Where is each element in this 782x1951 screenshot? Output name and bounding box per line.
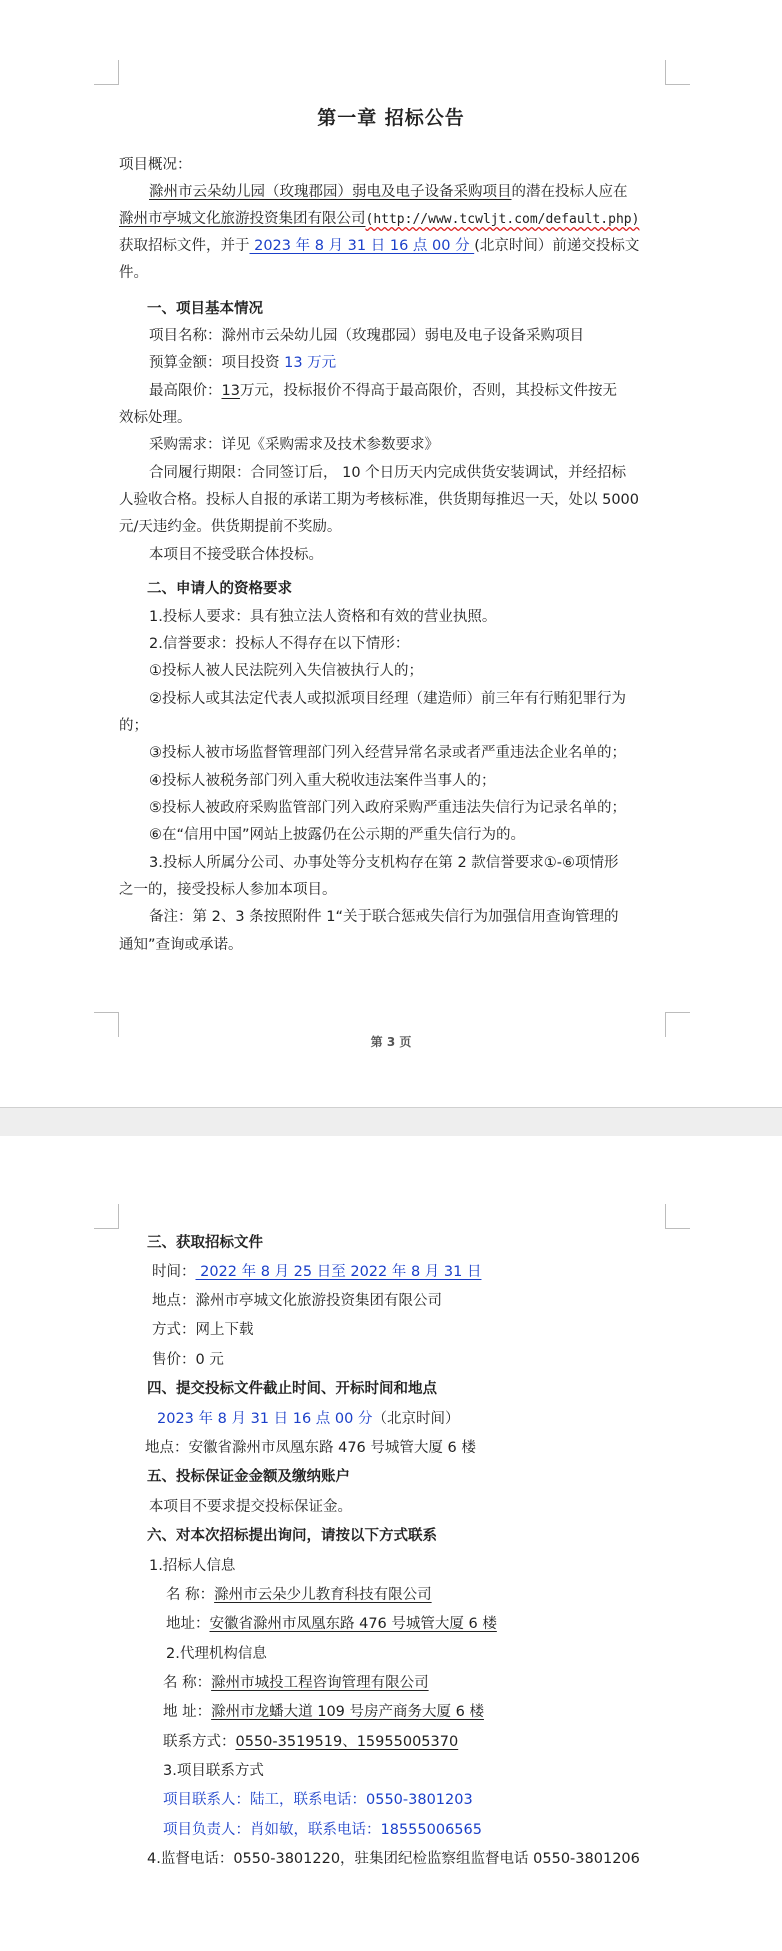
max-price-row xyxy=(149,381,617,401)
project-contact-person: 项目联系人：陆工，联系电话：0550-3801203 xyxy=(163,1792,473,1808)
period-row-2: 人验收合格。投标人自报的承诺工期为考核标准，供货期每推迟一天，处以 5000 xyxy=(119,492,640,508)
condition-1: ①投标人被人民法院列入失信被执行人的； xyxy=(149,663,423,679)
intro-line-3 xyxy=(119,236,639,256)
section-2-heading: 二、申请人的资格要求 xyxy=(147,580,292,597)
condition-3: ③投标人被市场监督管理部门列入经营异常名录或者严重违法企业名单的； xyxy=(149,745,626,761)
agency-info-label: 2.代理机构信息 xyxy=(166,1646,267,1662)
company-url: (http://www.tcwljt.com/default.php) xyxy=(365,212,640,227)
agency-address-label: 地 址： xyxy=(163,1704,212,1720)
get-docs-place: 地点：滁州市亭城文化旅游投资集团有限公司 xyxy=(152,1293,442,1309)
intro-text: 获取招标文件，并于 xyxy=(119,238,250,254)
intro-text: 的潜在投标人应在 xyxy=(511,184,628,200)
max-price-text: 万元，投标报价不得高于最高限价，否则，其投标文件按无 xyxy=(239,383,617,399)
tenderer-address-label: 地址： xyxy=(166,1616,210,1632)
note-row: 备注：第 2、3 条按照附件 1“关于联合惩戒失信行为加强信用查询管理的 xyxy=(149,909,619,925)
page-corner-mark xyxy=(94,1204,119,1229)
project-name-row: 项目名称：滁州市云朵幼儿园（玫瑰郡园）弱电及电子设备采购项目 xyxy=(149,328,584,344)
submission-deadline: 2023 年 8 月 31 日 16 点 00 分 xyxy=(249,238,475,254)
chapter-title: 第一章 招标公告 xyxy=(317,107,465,129)
section-3-heading: 三、获取招标文件 xyxy=(147,1234,263,1251)
page-separator xyxy=(0,1107,782,1137)
intro-line-1 xyxy=(149,182,628,202)
note-row-2: 通知”查询或承诺。 xyxy=(119,937,243,953)
max-price-label: 最高限价： xyxy=(149,383,222,399)
page-corner-mark xyxy=(94,60,119,85)
get-docs-price: 售价：0 元 xyxy=(152,1352,224,1368)
period-row: 合同履行期限：合同签订后， 10 个日历天内完成供货安装调试，并经招标 xyxy=(149,465,627,481)
tenderer-name-label: 名 称： xyxy=(166,1587,215,1603)
supervision-tel: 4.监督电话：0550-3801220，驻集团纪检监察组监督电话 0550-3801206 xyxy=(147,1851,640,1867)
condition-5: ⑤投标人被政府采购监管部门列入政府采购严重违法失信行为记录名单的； xyxy=(149,800,626,816)
demand-row: 采购需求：详见《采购需求及技术参数要求》 xyxy=(149,437,439,453)
max-price-value: 13 xyxy=(221,383,240,399)
agency-tel-label: 联系方式： xyxy=(163,1734,236,1750)
project-contact-label: 3.项目联系方式 xyxy=(163,1763,264,1779)
tenderer-address: 安徽省滁州市凤凰东路 476 号城管大厦 6 楼 xyxy=(209,1616,497,1632)
intro-line-4: 件。 xyxy=(119,265,148,281)
agency-name-label: 名 称： xyxy=(163,1675,212,1691)
agency-tel: 0550-3519519、15955005370 xyxy=(235,1734,459,1750)
section-5-heading: 五、投标保证金金额及缴纳账户 xyxy=(147,1468,350,1485)
tenderer-name-row xyxy=(166,1585,432,1605)
get-docs-time-label: 时间： xyxy=(152,1264,196,1280)
section-1-heading: 一、项目基本情况 xyxy=(147,300,263,317)
agency-name-row xyxy=(163,1673,429,1693)
qualification-3-cont: 之一的，接受投标人参加本项目。 xyxy=(119,882,337,898)
section-4-heading: 四、提交投标文件截止时间、开标时间和地点 xyxy=(147,1380,437,1397)
get-docs-time-row xyxy=(152,1262,481,1282)
deadline-row xyxy=(157,1409,459,1429)
qualification-2: 2.信誉要求：投标人不得存在以下情形： xyxy=(149,636,410,652)
opening-place: 地点：安徽省滁州市凤凰东路 476 号城管大厦 6 楼 xyxy=(145,1440,476,1456)
budget-label: 预算金额：项目投资 xyxy=(149,355,285,371)
section-6-heading: 六、对本次招标提出询问，请按以下方式联系 xyxy=(147,1527,437,1544)
condition-2: ②投标人或其法定代表人或拟派项目经理（建造师）前三年有行贿犯罪行为 xyxy=(149,691,626,707)
max-price-row-2: 效标处理。 xyxy=(119,410,192,426)
company-name: 滁州市亭城文化旅游投资集团有限公司 xyxy=(119,211,366,227)
condition-4: ④投标人被税务部门列入重大税收违法案件当事人的； xyxy=(149,773,496,789)
get-docs-time-value: 2022 年 8 月 25 日至 2022 年 8 月 31 日 xyxy=(195,1264,482,1280)
qualification-3: 3.投标人所属分公司、办事处等分支机构存在第 2 款信誉要求①-⑥项情形 xyxy=(149,855,619,871)
intro-line-2 xyxy=(119,209,639,230)
project-name-link: 滁州市云朵幼儿园（玫瑰郡园）弱电及电子设备采购项目 xyxy=(149,184,512,200)
tenderer-address-row xyxy=(166,1614,497,1634)
deposit-text: 本项目不要求提交投标保证金。 xyxy=(149,1499,352,1515)
tenderer-name: 滁州市云朵少儿教育科技有限公司 xyxy=(214,1587,432,1603)
get-docs-method: 方式：网上下载 xyxy=(152,1322,254,1338)
page-corner-mark xyxy=(665,60,690,85)
tenderer-info-label: 1.招标人信息 xyxy=(149,1558,236,1574)
condition-6: ⑥在“信用中国”网站上披露仍在公示期的严重失信行为的。 xyxy=(149,827,526,843)
budget-row xyxy=(149,353,336,373)
project-leader: 项目负责人：肖如敏，联系电话：18555006565 xyxy=(163,1822,482,1838)
agency-address: 滁州市龙蟠大道 109 号房产商务大厦 6 楼 xyxy=(211,1704,484,1720)
agency-tel-row xyxy=(163,1732,458,1752)
overview-label: 项目概况： xyxy=(119,157,192,173)
intro-text: (北京时间）前递交投标文 xyxy=(474,238,640,254)
condition-2-cont: 的； xyxy=(119,718,148,734)
agency-address-row xyxy=(163,1702,484,1722)
period-row-3: 元/天违约金。供货期提前不奖励。 xyxy=(119,519,342,535)
budget-value: 13 万元 xyxy=(284,355,337,371)
union-row: 本项目不接受联合体投标。 xyxy=(149,547,323,563)
agency-name: 滁州市城投工程咨询管理有限公司 xyxy=(211,1675,429,1691)
deadline-suffix: （北京时间） xyxy=(372,1411,460,1427)
deadline-value: 2023 年 8 月 31 日 16 点 00 分 xyxy=(157,1411,373,1427)
qualification-1: 1.投标人要求：具有独立法人资格和有效的营业执照。 xyxy=(149,609,497,625)
page-corner-mark xyxy=(665,1204,690,1229)
page-number: 第 3 页 xyxy=(370,1035,412,1049)
